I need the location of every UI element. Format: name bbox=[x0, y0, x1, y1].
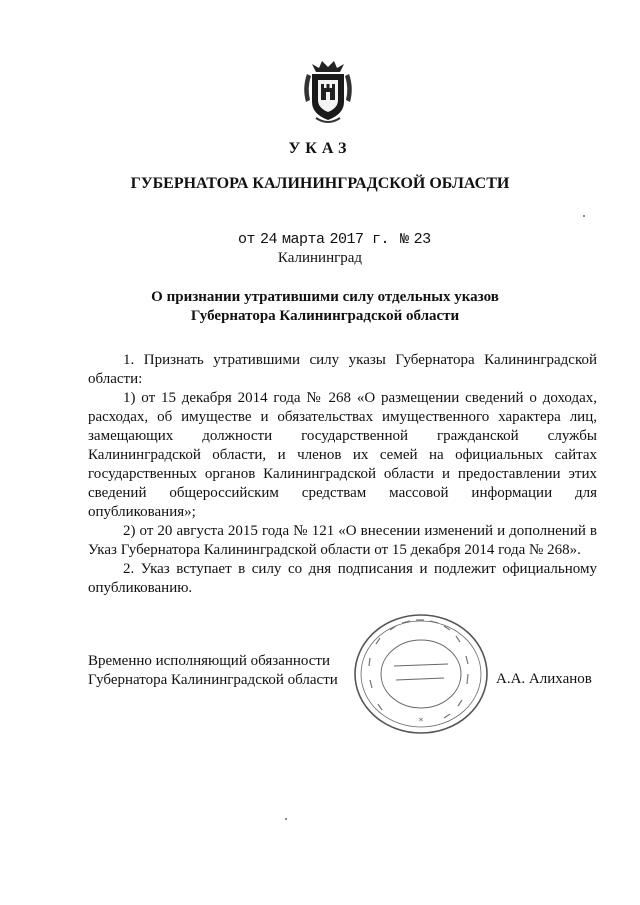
document-title: УКАЗ bbox=[288, 140, 352, 157]
date-month: марта bbox=[282, 231, 325, 248]
paragraph: 2. Указ вступает в силу со дня подписания и подлежит официальному опубликованию. bbox=[88, 561, 597, 596]
scan-speck bbox=[285, 818, 287, 820]
paragraph: 2) от 20 августа 2015 года № 121 «О внесении изменений и дополнений в Указ Губернатора Калининградской области от 15 декабря 2014 года № 268». bbox=[88, 523, 597, 558]
issuing-authority: ГУБЕРНАТОРА КАЛИНИНГРАДСКОЙ ОБЛАСТИ bbox=[130, 175, 510, 192]
paragraph: 1. Признать утратившими силу указы Губернатора Калининградской области: bbox=[88, 352, 597, 387]
decree-number: 23 bbox=[413, 231, 431, 248]
scan-speck bbox=[583, 215, 585, 217]
subject-line: Губернатора Калининградской области bbox=[190, 308, 460, 324]
date-day: 24 bbox=[260, 231, 278, 248]
signer-name: А.А. Алиханов bbox=[496, 671, 592, 687]
decree-body bbox=[88, 351, 597, 598]
city: Калининград bbox=[277, 250, 363, 266]
date-and-number bbox=[238, 231, 436, 248]
official-seal-icon bbox=[352, 612, 490, 736]
position-line: Губернатора Калининградской области bbox=[88, 672, 338, 688]
date-prefix: от bbox=[238, 231, 256, 248]
svg-text:*: * bbox=[418, 717, 424, 727]
coat-of-arms-icon bbox=[302, 58, 354, 126]
subject-line: О признании утратившими силу отдельных указов bbox=[151, 289, 499, 305]
signer-position bbox=[88, 652, 338, 690]
paragraph: 1) от 15 декабря 2014 года № 268 «О размещении сведений о доходах, расходах, об имуществе и обязательствах имущественного характера лиц, замещающих должности государственной гражданской службы Калининградской области, и членов их семей на официальных сайтах государственных органов Калининградской области и предоставлении этих сведений общероссийским средствам массовой информации для опубликования»; bbox=[88, 390, 597, 520]
number-sign: № bbox=[400, 231, 409, 248]
decree-subject bbox=[80, 288, 570, 326]
position-line: Временно исполняющий обязанности bbox=[88, 653, 331, 669]
date-year: 2017 г. bbox=[329, 231, 390, 248]
